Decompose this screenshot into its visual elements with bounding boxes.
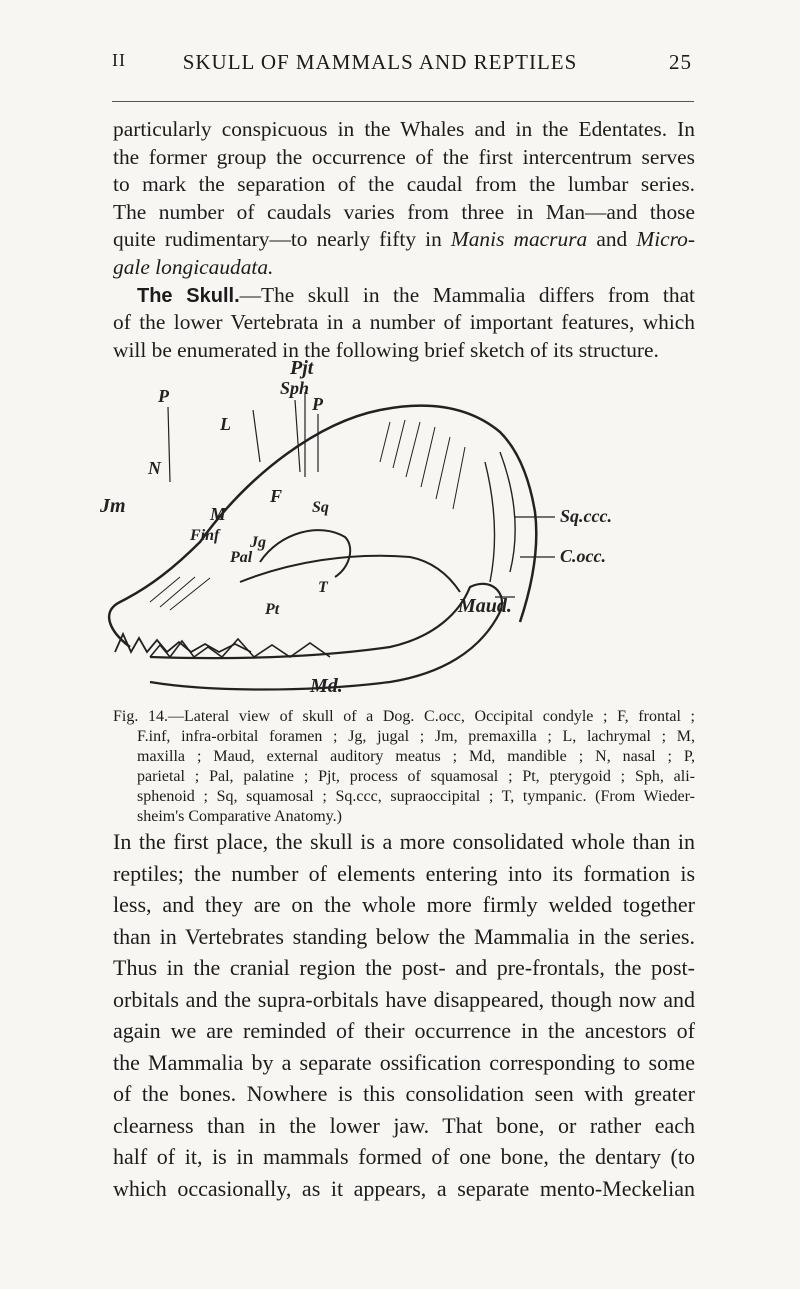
- text-line: to mark the separation of the caudal from the lumbar series.: [113, 172, 695, 197]
- text-line: [113, 282, 695, 310]
- text-fragment: —The skull in the Mammalia differs from that: [239, 282, 696, 307]
- text-line: less, and they are on the whole more firmly welded together: [113, 892, 695, 917]
- label-finf: Finf: [190, 527, 220, 544]
- label-pt: Pt: [265, 601, 280, 618]
- page-number: 25: [669, 50, 692, 74]
- text-line: the Mammalia by a separate ossification corresponding to some: [113, 1049, 695, 1075]
- text-line: Thus in the cranial region the post- and pre-frontals, the post-: [113, 955, 695, 980]
- caption-line: sheim's Comparative Anatomy.): [137, 808, 342, 825]
- label-t: T: [318, 579, 328, 596]
- species-name: Manis macrura: [450, 227, 588, 252]
- label-sq: Sq: [312, 499, 329, 516]
- text-line: clearness than in the lower jaw. That bone, or rather each: [113, 1112, 695, 1138]
- caption-line: maxilla ; Maud, external auditory meatus ; Md, mandible ; N, nasal ; P,: [137, 748, 695, 765]
- text-line: again we are reminded of their occurrence in the ancestors of: [113, 1018, 695, 1043]
- text-line: [113, 254, 695, 282]
- text-line: of the lower Vertebrata in a number of important features, which: [113, 310, 695, 335]
- section-heading: The Skull.: [137, 284, 240, 307]
- text-line: In the first place, the skull is a more consolidated whole than in: [113, 829, 695, 854]
- text-line: half of it, is in mammals formed of one bone, the dentary (to: [113, 1144, 695, 1169]
- label-md: Md.: [310, 675, 343, 697]
- caption-line: Fig. 14.—Lateral view of skull of a Dog. C.occ, Occipital condyle ; F, frontal ;: [113, 708, 695, 725]
- caption-line: sphenoid ; Sq, squamosal ; Sq.ccc, supraoccipital ; T, tympanic. (From Wieder-: [137, 788, 695, 805]
- label-f: F: [270, 486, 283, 506]
- text-line: of the bones. Nowhere is this consolidation seen with greater: [113, 1081, 695, 1106]
- label-sq-ccc: Sq.ccc.: [560, 506, 612, 526]
- paragraph-vertebrae: [113, 116, 695, 364]
- label-n: N: [148, 458, 161, 478]
- species-name: Micro-: [636, 227, 695, 252]
- label-maud: Maud.: [458, 595, 512, 617]
- label-jm: Jm: [100, 495, 126, 517]
- label-m: M: [210, 504, 227, 524]
- chapter-number: II: [112, 50, 126, 70]
- text-line: will be enumerated in the following brief sketch of its structure.: [113, 337, 659, 362]
- dog-skull-figure: [90, 352, 690, 697]
- label-p-right: P: [312, 394, 323, 414]
- paragraph-skull-consolidation: [113, 826, 695, 1204]
- text-line: [113, 226, 695, 254]
- text-fragment: quite rudimentary—to nearly fifty in: [113, 227, 451, 252]
- figure-caption: [113, 707, 695, 827]
- text-fragment: and: [587, 227, 637, 252]
- label-pal: Pal: [230, 549, 253, 566]
- header-rule: [112, 101, 694, 102]
- caption-line: F.inf, infra-orbital foramen ; Jg, jugal ; Jm, premaxilla ; L, lachrymal ; M,: [137, 728, 695, 745]
- species-name: gale longicaudata.: [113, 254, 274, 279]
- text-line: the former group the occurrence of the first intercentrum serves: [113, 144, 695, 169]
- text-line: reptiles; the number of elements entering into its formation is: [113, 860, 695, 886]
- label-l: L: [220, 414, 231, 434]
- running-header: [112, 50, 692, 90]
- text-line: particularly conspicuous in the Whales and in the Edentates. In: [113, 117, 695, 141]
- text-line: than in Vertebrates standing below the Mammalia in the series.: [113, 923, 695, 949]
- caption-line: parietal ; Pal, palatine ; Pjt, process of squamosal ; Pt, pterygoid ; Sph, ali-: [137, 768, 695, 785]
- label-jg: Jg: [250, 534, 266, 551]
- running-title: SKULL OF MAMMALS AND REPTILES: [182, 50, 578, 74]
- label-pjt: Pjt: [290, 357, 314, 379]
- label-sph: Sph: [280, 378, 310, 398]
- text-line: orbitals and the supra-orbitals have disappeared, though now and: [113, 986, 695, 1012]
- label-c-occ: C.occ.: [560, 546, 606, 566]
- label-p-left: P: [158, 386, 169, 406]
- text-line: which occasionally, as it appears, a separate mento-Meckelian: [113, 1175, 695, 1201]
- text-line: The number of caudals varies from three in Man—and those: [113, 199, 695, 224]
